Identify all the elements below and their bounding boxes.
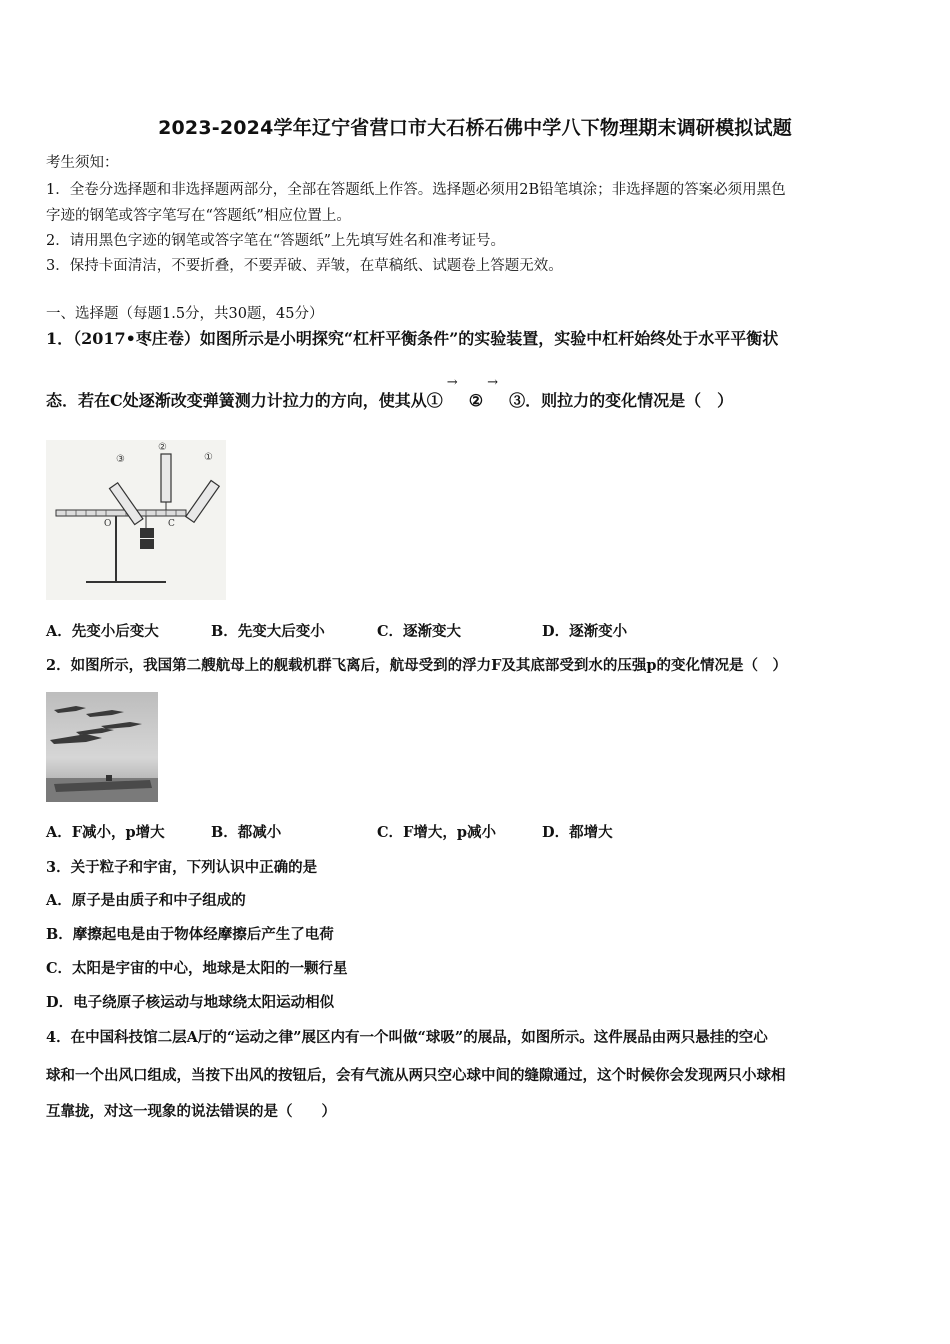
direction-arrow-1 (443, 375, 469, 410)
q1-stem-line2 (46, 375, 734, 411)
q1-stem-line1: 1．（2017•枣庄卷）如图所示是小明探究“杠杆平衡条件”的实验装置，实验中杠杆始终处于水平平衡状 (46, 329, 779, 348)
option-d[interactable]: D．都增大 (542, 824, 613, 841)
option-c[interactable]: C．太阳是宇宙的中心，地球是太阳的一颗行星 (46, 960, 348, 977)
notice-item: 3．保持卡面清洁，不要折叠，不要弄破、弄皱，在草稿纸、试题卷上答题无效。 (46, 258, 563, 274)
point-c-label: C (168, 519, 175, 529)
q4-stem-line3: 互靠拢，对这一现象的说法错误的是（ ） (46, 1103, 336, 1120)
right-arrow-icon: → (446, 375, 458, 390)
option-b[interactable]: B．摩擦起电是由于物体经摩擦后产生了电荷 (46, 926, 334, 943)
lever-figure (46, 440, 226, 600)
q2-stem: 2．如图所示，我国第二艘航母上的舰载机群飞离后，航母受到的浮力F及其底部受到水的压强p的变化情况是（ ） (46, 657, 788, 674)
q1-stem-part-c: ③．则拉力的变化情况是（ ） (509, 391, 734, 410)
carrier-jets-image (46, 692, 158, 802)
q4-stem-line2: 球和一个出风口组成，当按下出风的按钮后，会有气流从两只空心球中间的缝隙通过，这个时候你会发现两只小球相 (46, 1067, 786, 1084)
direction-2-label: ② (158, 442, 167, 453)
right-arrow-icon: → (487, 375, 498, 390)
option-b[interactable]: B．都减小 (211, 824, 282, 841)
option-b[interactable]: B．先变大后变小 (211, 623, 325, 640)
option-c[interactable]: C．F增大，p减小 (377, 824, 496, 841)
option-a[interactable]: A．原子是由质子和中子组成的 (46, 892, 246, 909)
notice-item: 字迹的钢笔或答字笔写在“答题纸”相应位置上。 (46, 208, 351, 224)
q1-stem-part-a: 态．若在C处逐渐改变弹簧测力计拉力的方向，使其从① (46, 391, 443, 410)
lever-apparatus-diagram (46, 440, 226, 600)
option-a[interactable]: A．先变小后变大 (46, 623, 159, 640)
option-d[interactable]: D．电子绕原子核运动与地球绕太阳运动相似 (46, 994, 335, 1011)
q3-stem: 3．关于粒子和宇宙，下列认识中正确的是 (46, 859, 318, 876)
option-a[interactable]: A．F减小，p增大 (46, 824, 165, 841)
notice-item: 2．请用黑色字迹的钢笔或答字笔在“答题纸”上先填写姓名和准考证号。 (46, 233, 506, 249)
option-c[interactable]: C．逐渐变大 (377, 623, 462, 640)
section-heading: 一、选择题（每题1.5分，共30题，45分） (46, 306, 324, 322)
aircraft-carrier-photo (46, 692, 158, 802)
q4-stem-line1: 4．在中国科技馆二层A厅的“运动之律”展区内有一个叫做“球吸”的展品，如图所示。这件展品由两只悬挂的空心 (46, 1029, 768, 1046)
direction-arrow-2 (483, 375, 509, 410)
option-d[interactable]: D．逐渐变小 (542, 623, 628, 640)
q1-stem-part-b: ② (468, 391, 484, 410)
direction-1-label: ① (204, 452, 213, 463)
direction-3-label: ③ (116, 454, 125, 465)
notice-heading: 考生须知： (46, 155, 119, 171)
pivot-o-label: O (104, 519, 112, 529)
page-title: 2023-2024学年辽宁省营口市大石桥石佛中学八下物理期末调研模拟试题 (158, 117, 792, 139)
notice-item: 1．全卷分选择题和非选择题两部分，全部在答题纸上作答。选择题必须用2B铅笔填涂；非选择题的答案必须用黑色 (46, 182, 786, 198)
